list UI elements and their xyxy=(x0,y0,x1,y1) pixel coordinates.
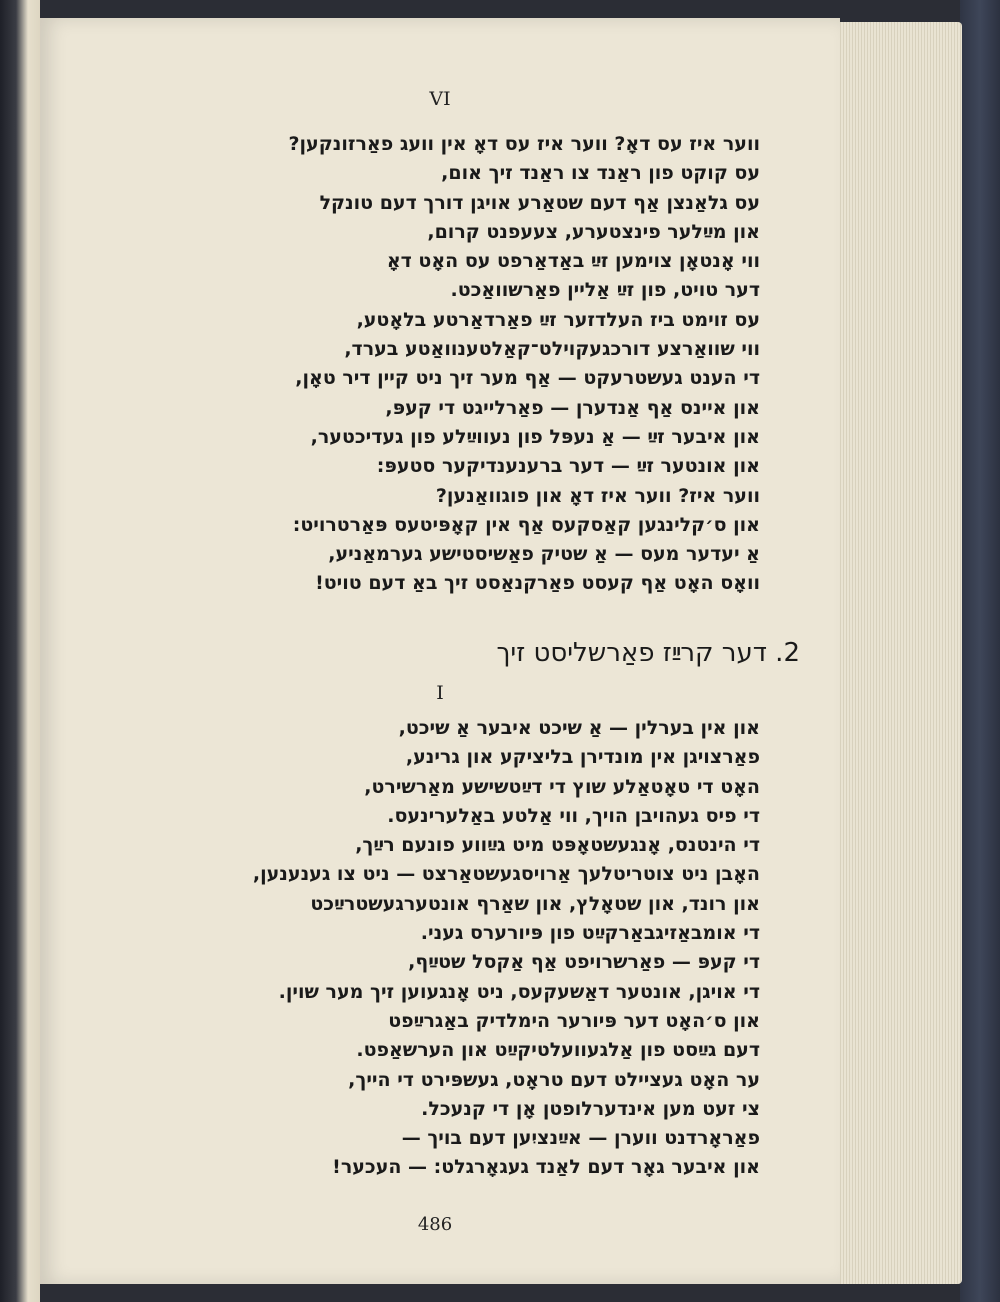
verse-line: עס זוימט ביז העלדזער זײַ פאַרדאַרטע בלאָטע, xyxy=(356,308,760,331)
verse-line: די הענט געשטרעקט — אַף מער זיך ניט קיין דיר טאָן, xyxy=(295,367,760,390)
book-cover xyxy=(960,0,1000,1302)
verse-line: וואָס האָט אַף קעסט פאַרקנאַסט זיך באַ דעם טויט! xyxy=(315,572,760,595)
verse-line: און מײַלער פינצטערע, צעעפנט קרום, xyxy=(427,220,760,243)
page-number: 486 xyxy=(417,1214,453,1235)
verse-line: פאַרצויגן אין מונדירן בליציקע און גרינע, xyxy=(405,746,760,769)
verse-line: די אויגן, אונטער דאַשעקעס, ניט אָנגעוען זיך מער שוין. xyxy=(278,980,760,1003)
verse-line: ווי שוואַרצע דורכגעקוילט־קאַלטענוואַטע בערד, xyxy=(344,338,760,361)
verse-line: די אומבאַזיגבאַרקײַט פון פּיורערס געני. xyxy=(420,922,760,945)
verse-line: פאַראָרדנט ווערן — אײַנציִען דעם בויך — xyxy=(401,1127,760,1150)
previous-page-edge xyxy=(0,0,40,1302)
section-roman-numeral: VI xyxy=(429,88,451,110)
verse-line: ער האָט געציילט דעם טראָט, געשפּירט די הייך, xyxy=(348,1068,760,1091)
page-stack-edges xyxy=(838,22,962,1284)
book-page xyxy=(40,18,840,1284)
subsection-roman-numeral: I xyxy=(436,682,444,704)
verse-line: אַ יעדער מעס — אַ שטיק פאַשיסטישע גערמאַניע, xyxy=(328,543,760,566)
verse-line: און ס׳קלינגען קאַסקעס אַף אין קאָפּיטעס פּאַרטרויט: xyxy=(292,513,760,536)
verse-line: צי זעט מען אינדערלופטן אָן די קנעכל. xyxy=(421,1097,760,1120)
verse-line: און אין בערלין — אַ שיכט איבער אַ שיכט, xyxy=(398,717,760,739)
verse-line: און איבער זײַ — אַ נעפּל פון נעווײַלע פון געדיכטער, xyxy=(310,425,760,448)
verse-line: די הינטנס, אָנגעשטאָפּט מיט גײַווע פונעם רײַך, xyxy=(355,834,760,857)
verse-line: דעם גײַסט פון אַלגעוועלטיקײַט און הערשאַפט. xyxy=(356,1039,760,1062)
verse-line: האָט די טאָטאַלע שוץ די דײַטשישע מאַרשירט, xyxy=(364,775,760,798)
verse-line: עס גלאַנצן אַף דעם שטאַרע אויגן דורך דעם טונקל xyxy=(319,191,760,214)
verse-line: די קעפּ — פאַרשרויפט אַף אַקסל שטײַף, xyxy=(408,951,760,974)
verse-line: און איבער גאָר דעם לאַנד געגאָרגלט: — העכער! xyxy=(332,1156,760,1179)
verse-line: און אונטער זײַ — דער ברענענדיקער סטעפּ: xyxy=(376,455,760,478)
verse-line: עס קוקט פון ראַנד צו ראַנד זיך אום, xyxy=(441,162,760,185)
verse-line: ווער איז? ווער איז דאָ און פוגוואַנען? xyxy=(435,484,760,507)
verse-line: ווער איז עס דאָ? ווער איז עס דאָ אין וועג פאַרזונקען? xyxy=(288,133,760,155)
verse-line: און איינס אַף אַנדערן — פאַרלייגט די קעפּ, xyxy=(385,396,760,419)
verse-line: ווי אָנטאָן צוימען זײַ באַדאַרפט עס האָט דאָ xyxy=(386,250,760,273)
verse-line: די פיס געהויבן הויך, ווי אַלטע באַלערינעס. xyxy=(387,804,760,827)
section-title: 2. דער קרײַז פאַרשליסט זיך xyxy=(496,638,800,668)
verse-line: און ס׳האָט דער פּיורער הימלדיק באַגרײַפט xyxy=(388,1009,760,1032)
verse-line: דער טויט, פון זײַ אַליין פאַרשוואַכט. xyxy=(450,279,760,302)
verse-line: האָבן ניט צוטריטלעך אַרויסגעשטאַרצט — ניט צו גענענען, xyxy=(252,863,760,886)
poem-stanza-2 xyxy=(180,714,760,1183)
poem-stanza-1 xyxy=(180,130,760,599)
verse-line: און רונד, און שטאָלץ, און שאַרף אונטערגעשטרײַכט xyxy=(310,892,760,915)
